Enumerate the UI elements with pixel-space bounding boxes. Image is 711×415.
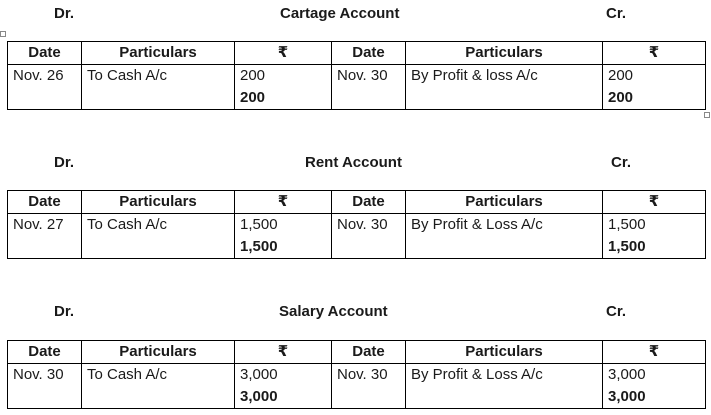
ledger-entry-row (8, 65, 706, 110)
debit-amount: 1,500 (240, 216, 278, 233)
cartage-ledger-table (7, 41, 706, 110)
amount-header: ₹ (235, 191, 332, 214)
credit-particulars: By Profit & Loss A/c (406, 214, 603, 259)
ledger-entry-row (8, 364, 706, 409)
credit-amount: 200 (608, 67, 634, 84)
account-title: Salary Account (279, 303, 388, 320)
debit-total: 1,500 (240, 238, 278, 255)
credit-particulars: By Profit & Loss A/c (406, 364, 603, 409)
debit-side-label: Dr. (54, 154, 75, 171)
rent-ledger-table (7, 190, 706, 259)
debit-particulars: To Cash A/c (82, 214, 235, 259)
ledger-header-row (8, 42, 706, 65)
debit-amount: 3,000 (240, 366, 278, 383)
amount-header: ₹ (603, 191, 706, 214)
table-move-handle[interactable] (0, 31, 6, 37)
debit-total: 200 (240, 89, 266, 106)
date-header: Date (8, 341, 82, 364)
credit-amount: 1,500 (608, 216, 646, 233)
credit-total: 200 (608, 89, 634, 106)
particulars-header: Particulars (406, 341, 603, 364)
account-title: Cartage Account (280, 5, 400, 22)
date-header: Date (332, 42, 406, 65)
debit-amount-cell (235, 364, 332, 409)
debit-amount-cell (235, 65, 332, 110)
date-header: Date (8, 191, 82, 214)
table-resize-handle[interactable] (704, 112, 710, 118)
debit-amount-cell (235, 214, 332, 259)
credit-amount-cell (603, 214, 706, 259)
credit-side-label: Cr. (606, 5, 627, 22)
particulars-header: Particulars (406, 191, 603, 214)
ledger-header-row (8, 191, 706, 214)
salary-ledger-table (7, 340, 706, 409)
debit-date: Nov. 30 (8, 364, 82, 409)
debit-date: Nov. 27 (8, 214, 82, 259)
debit-side-label: Dr. (54, 5, 75, 22)
date-header: Date (332, 191, 406, 214)
credit-amount: 3,000 (608, 366, 646, 383)
particulars-header: Particulars (82, 341, 235, 364)
credit-total: 3,000 (608, 388, 646, 405)
credit-amount-cell (603, 65, 706, 110)
ledger-header-row (8, 341, 706, 364)
credit-total: 1,500 (608, 238, 646, 255)
debit-particulars: To Cash A/c (82, 364, 235, 409)
credit-date: Nov. 30 (332, 364, 406, 409)
debit-particulars: To Cash A/c (82, 65, 235, 110)
credit-side-label: Cr. (611, 154, 632, 171)
particulars-header: Particulars (82, 191, 235, 214)
debit-date: Nov. 26 (8, 65, 82, 110)
date-header: Date (332, 341, 406, 364)
account-title: Rent Account (305, 154, 402, 171)
debit-side-label: Dr. (54, 303, 75, 320)
date-header: Date (8, 42, 82, 65)
amount-header: ₹ (235, 341, 332, 364)
ledger-entry-row (8, 214, 706, 259)
amount-header: ₹ (603, 341, 706, 364)
credit-particulars: By Profit & loss A/c (406, 65, 603, 110)
amount-header: ₹ (603, 42, 706, 65)
credit-date: Nov. 30 (332, 65, 406, 110)
debit-total: 3,000 (240, 388, 278, 405)
credit-date: Nov. 30 (332, 214, 406, 259)
particulars-header: Particulars (406, 42, 603, 65)
particulars-header: Particulars (82, 42, 235, 65)
amount-header: ₹ (235, 42, 332, 65)
debit-amount: 200 (240, 67, 266, 84)
credit-side-label: Cr. (606, 303, 627, 320)
credit-amount-cell (603, 364, 706, 409)
